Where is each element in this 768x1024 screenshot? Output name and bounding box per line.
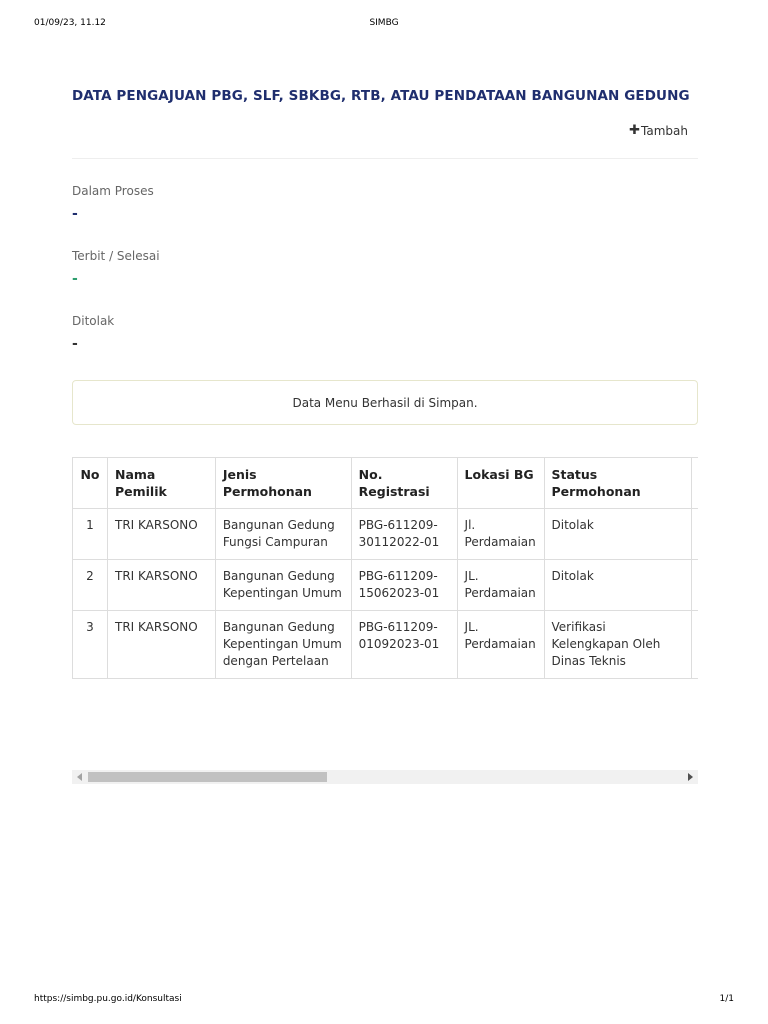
cell-location: JL. Perdamaian	[457, 560, 544, 611]
stat-value-rejected: -	[72, 336, 78, 352]
cell-status: Verifikasi Kelengkapan Oleh Dinas Teknis	[544, 611, 692, 679]
cell-owner: TRI KARSONO	[107, 560, 215, 611]
cell-no: 1	[73, 509, 108, 560]
print-title: SIMBG	[369, 18, 399, 28]
cell-owner: TRI KARSONO	[107, 611, 215, 679]
column-header-location: Lokasi BG	[457, 458, 544, 509]
success-alert	[72, 380, 698, 425]
table-header-row	[73, 458, 699, 509]
horizontal-scrollbar[interactable]	[72, 770, 698, 784]
stat-label-issued: Terbit / Selesai	[72, 249, 160, 263]
cell-status: Ditolak	[544, 560, 692, 611]
cell-owner: TRI KARSONO	[107, 509, 215, 560]
plus-icon: ✚	[629, 123, 641, 138]
table-row[interactable]	[73, 611, 699, 679]
add-button-label: Tambah	[641, 123, 688, 138]
cell-extra	[692, 611, 698, 679]
stat-label-rejected: Ditolak	[72, 314, 115, 328]
cell-registration: PBG-611209-15062023-01	[351, 560, 457, 611]
cell-type: Bangunan Gedung Kepentingan Umum	[215, 560, 351, 611]
stat-value-issued: -	[72, 271, 78, 287]
table-container	[72, 457, 698, 679]
column-header-no: No	[73, 458, 108, 509]
stat-label-in-process: Dalam Proses	[72, 184, 154, 198]
stat-value-in-process: -	[72, 206, 78, 222]
cell-registration: PBG-611209-01092023-01	[351, 611, 457, 679]
cell-no: 3	[73, 611, 108, 679]
cell-extra	[692, 509, 698, 560]
cell-status: Ditolak	[544, 509, 692, 560]
column-header-registration: No. Registrasi	[351, 458, 457, 509]
column-header-status: Status Permohonan	[544, 458, 692, 509]
page-title: DATA PENGAJUAN PBG, SLF, SBKBG, RTB, ATAU PENDATAAN BANGUNAN GEDUNG	[72, 88, 690, 104]
scroll-left-arrow-icon[interactable]	[77, 773, 82, 781]
cell-location: Jl. Perdamaian	[457, 509, 544, 560]
applications-table	[72, 457, 698, 679]
divider	[72, 158, 698, 159]
cell-type: Bangunan Gedung Fungsi Campuran	[215, 509, 351, 560]
table-row[interactable]	[73, 560, 699, 611]
print-datetime: 01/09/23, 11.12	[34, 18, 106, 28]
table-row[interactable]	[73, 509, 699, 560]
print-page-number: 1/1	[719, 994, 734, 1004]
add-button[interactable]	[629, 123, 688, 138]
cell-extra	[692, 560, 698, 611]
cell-no: 2	[73, 560, 108, 611]
cell-location: JL. Perdamaian	[457, 611, 544, 679]
cell-type: Bangunan Gedung Kepentingan Umum dengan Pertelaan	[215, 611, 351, 679]
column-header-owner: Nama Pemilik	[107, 458, 215, 509]
print-url: https://simbg.pu.go.id/Konsultasi	[34, 994, 182, 1004]
scroll-thumb[interactable]	[88, 772, 327, 782]
column-header-extra	[692, 458, 698, 509]
scroll-right-arrow-icon[interactable]	[688, 773, 693, 781]
alert-message: Data Menu Berhasil di Simpan.	[292, 395, 478, 410]
column-header-type: Jenis Permohonan	[215, 458, 351, 509]
cell-registration: PBG-611209-30112022-01	[351, 509, 457, 560]
